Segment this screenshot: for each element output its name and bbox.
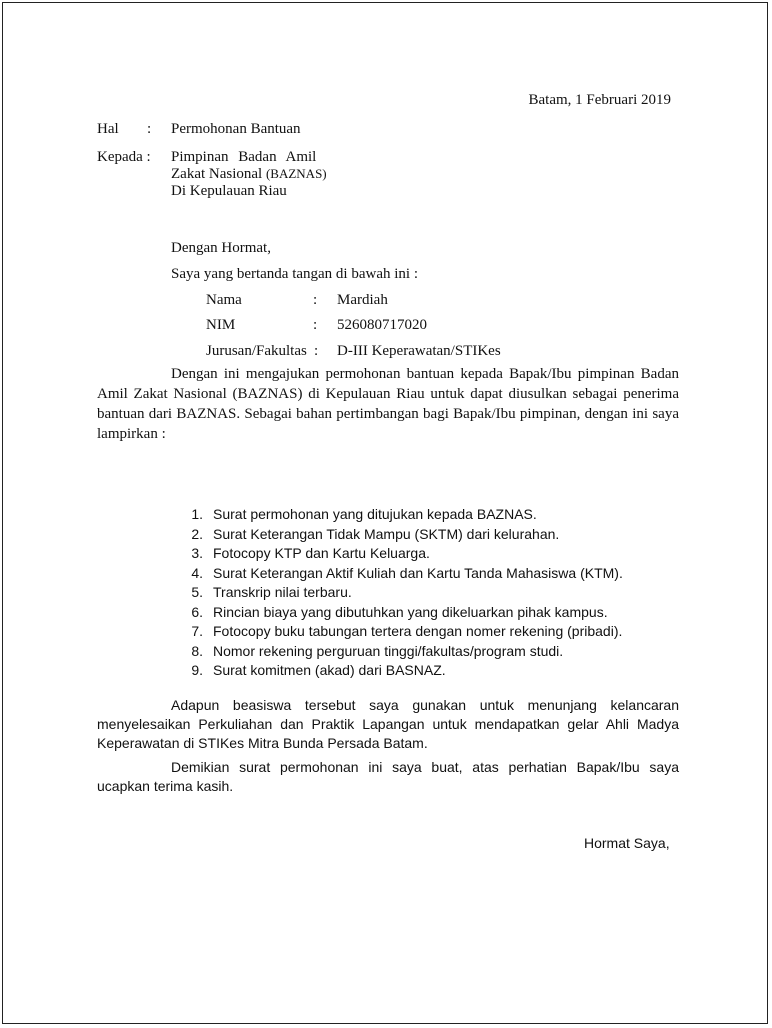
identity-label: Nama	[206, 292, 242, 308]
recipient-line-2	[171, 165, 327, 183]
list-text: Surat Keterangan Tidak Mampu (SKTM) dari kelurahan.	[213, 525, 560, 542]
list-number: 1.	[191, 506, 203, 522]
identity-value: Mardiah	[337, 292, 388, 308]
subject-value: Permohonan Bantuan	[171, 121, 301, 137]
recipient-label: Kepada :	[97, 149, 151, 165]
request-paragraph: Dengan ini mengajukan permohonan bantuan kepada Bapak/Ibu pimpinan Badan Amil Zakat Nasional (BAZNAS) di Kepulauan Riau untuk dapat diusulkan sebagai penerima bantuan dari BAZNAS. Sebagai bahan pertimbangan bagi Bapak/Ibu pimpinan, dengan ini saya lampirkan :	[97, 366, 679, 442]
purpose-paragraph: Adapun beasiswa tersebut saya gunakan untuk menunjang kelancaran menyelesaikan Perkuliahan dan Praktik Lapangan untuk mendapatkan gelar Ahli Madya Keperawatan di STIKes Mitra Bunda Persada Batam.	[97, 697, 679, 751]
identity-value: D-III Keperawatan/STIKes	[337, 343, 501, 359]
list-text: Rincian biaya yang dibutuhkan yang dikeluarkan pihak kampus.	[213, 603, 608, 620]
list-number: 8.	[191, 642, 203, 659]
list-item	[173, 544, 623, 564]
list-text: Nomor rekening perguruan tinggi/fakultas/program studi.	[213, 642, 564, 659]
list-item	[173, 564, 623, 584]
list-number: 7.	[191, 623, 203, 639]
recipient-line-1: Pimpinan Badan Amil	[171, 149, 317, 165]
list-number: 3.	[191, 545, 203, 561]
letter-page	[2, 2, 768, 1024]
identity-colon: :	[313, 292, 318, 308]
identity-label: Jurusan/Fakultas	[206, 343, 307, 359]
recipient-line-2-main: Zakat Nasional	[171, 166, 263, 182]
identity-label: NIM	[206, 317, 236, 333]
list-item	[173, 505, 623, 525]
list-text: Fotocopy buku tabungan tertera dengan nomer rekening (pribadi).	[213, 623, 623, 639]
identity-colon: :	[314, 343, 319, 359]
letter-date: Batam, 1 Februari 2019	[528, 92, 671, 108]
intro-text: Saya yang bertanda tangan di bawah ini :	[171, 266, 419, 282]
recipient-line-3: Di Kepulauan Riau	[171, 183, 287, 199]
list-text: Fotocopy KTP dan Kartu Keluarga.	[213, 545, 430, 561]
list-item	[173, 642, 623, 662]
list-item	[173, 661, 623, 681]
list-number: 9.	[191, 662, 203, 678]
list-number: 2.	[191, 525, 203, 542]
list-number: 6.	[191, 603, 203, 620]
subject-colon: :	[147, 121, 152, 137]
list-number: 4.	[191, 564, 203, 581]
list-item	[173, 525, 623, 545]
subject-label: Hal	[97, 121, 119, 137]
list-text: Surat komitmen (akad) dari BASNAZ.	[213, 662, 446, 678]
signature-closing: Hormat Saya,	[584, 835, 670, 851]
identity-colon: :	[313, 317, 318, 333]
list-item	[173, 583, 623, 603]
attachment-list	[173, 505, 623, 681]
list-text: Surat permohonan yang ditujukan kepada BAZNAS.	[213, 506, 537, 522]
list-item	[173, 622, 623, 642]
list-text: Transkrip nilai terbaru.	[213, 584, 352, 600]
list-item	[173, 603, 623, 623]
identity-value: 526080717020	[337, 317, 427, 333]
recipient-line-2-abbr: (BAZNAS)	[265, 166, 327, 181]
list-text: Surat Keterangan Aktif Kuliah dan Kartu Tanda Mahasiswa (KTM).	[213, 564, 623, 581]
closing-paragraph: Demikian surat permohonan ini saya buat, atas perhatian Bapak/Ibu saya ucapkan terima kasih.	[97, 759, 679, 794]
greeting: Dengan Hormat,	[171, 240, 271, 256]
list-number: 5.	[191, 584, 203, 600]
